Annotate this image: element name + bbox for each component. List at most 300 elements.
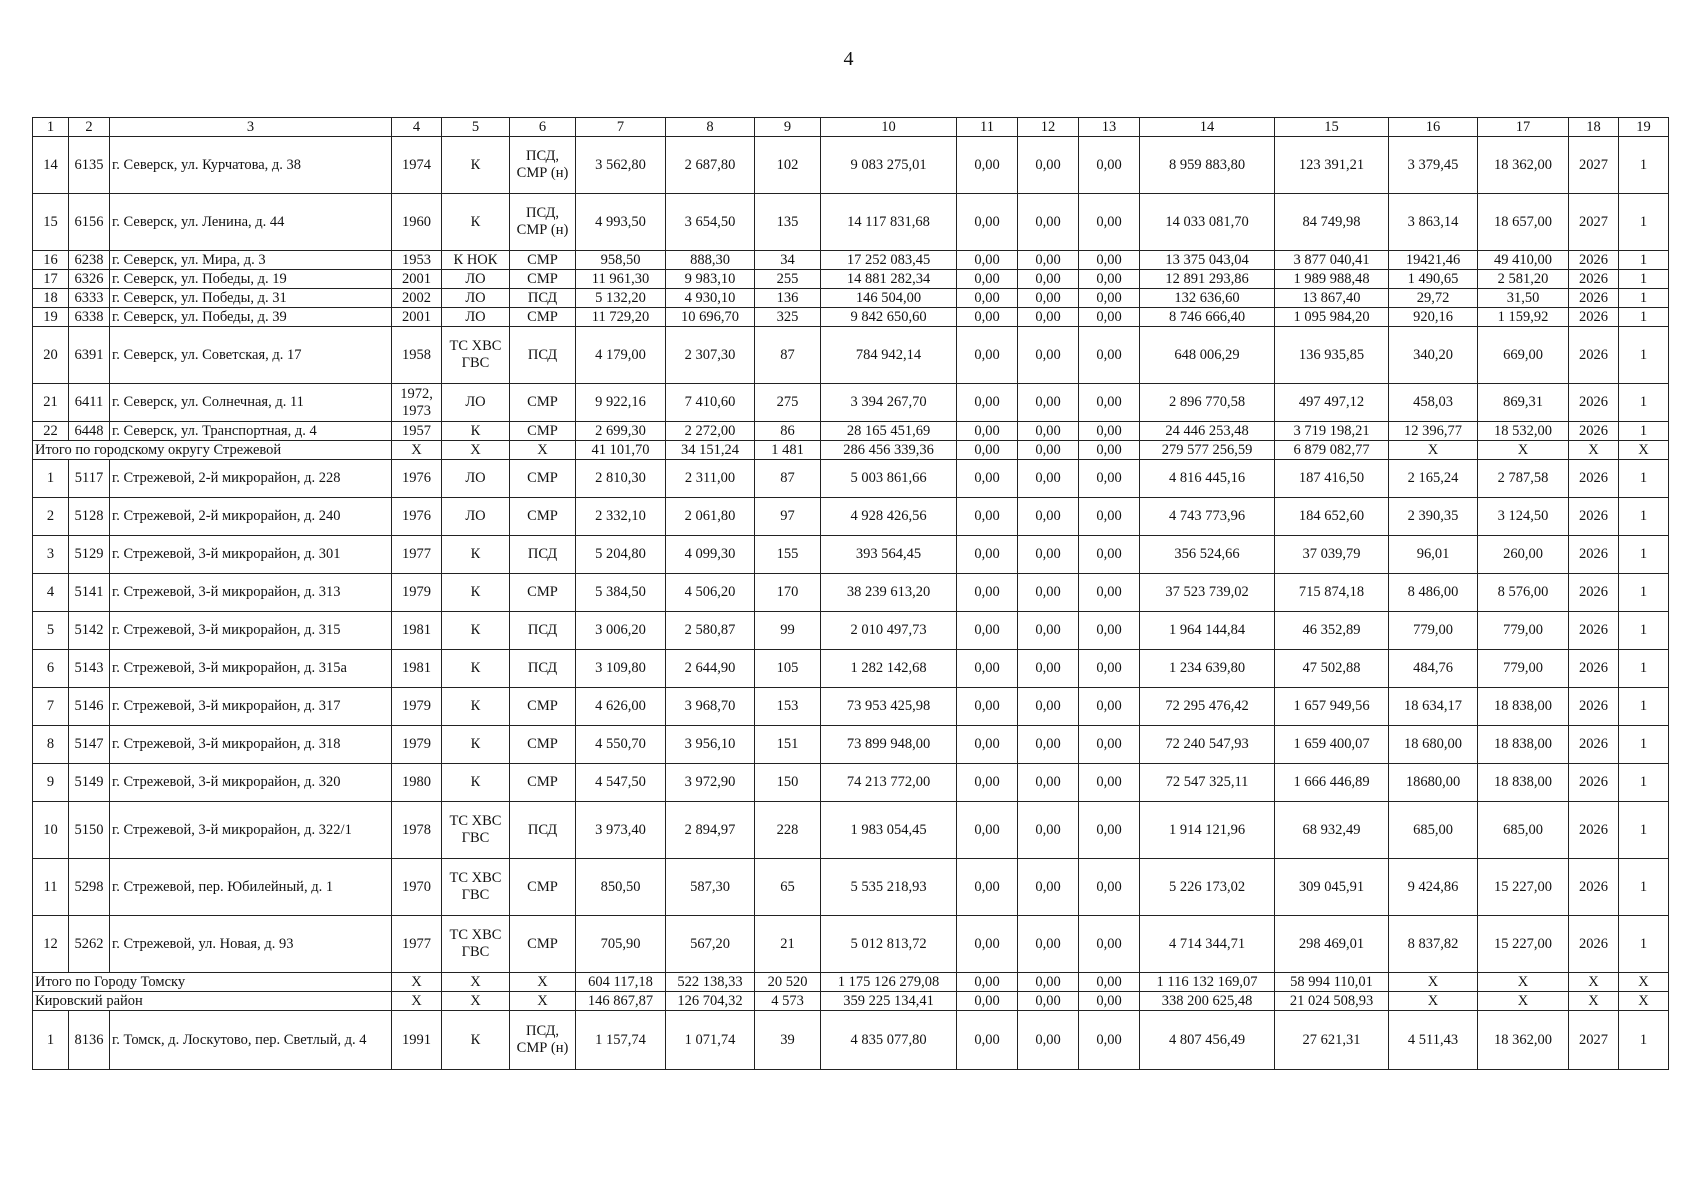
build-year-cell: 1978	[392, 802, 442, 859]
cost-col-14-cell: 12 891 293,86	[1140, 270, 1275, 289]
living-area-cell: 3 968,70	[666, 688, 755, 726]
cost-col-11-cell: 0,00	[957, 422, 1018, 441]
cost-col-11-cell: 0,00	[957, 859, 1018, 916]
residents-cell: 34	[755, 251, 821, 270]
plan-year-cell: 2026	[1569, 498, 1619, 536]
work-type-code-cell: ЛО	[442, 460, 510, 498]
cost-col-12-cell: 0,00	[1018, 916, 1079, 973]
residents-cell: 102	[755, 137, 821, 194]
subtotal-cell-7: 146 867,87	[576, 992, 666, 1011]
work-type-code-cell: К	[442, 574, 510, 612]
unit-cost-cell: 484,76	[1389, 650, 1478, 688]
subtotal-label: Итого по городскому округу Стрежевой	[33, 441, 392, 460]
address-cell: г. Стрежевой, 3-й микрорайон, д. 322/1	[110, 802, 392, 859]
residents-cell: 99	[755, 612, 821, 650]
table-row	[33, 460, 1669, 498]
cost-col-11-cell: 0,00	[957, 308, 1018, 327]
total-area-cell: 705,90	[576, 916, 666, 973]
unit-cost-cell: 3 379,45	[1389, 137, 1478, 194]
subtotal-cell-5: Х	[442, 992, 510, 1011]
column-number-17: 17	[1478, 118, 1569, 137]
subtotal-label: Кировский район	[33, 992, 392, 1011]
residents-cell: 151	[755, 726, 821, 764]
subtotal-cell-7: 604 117,18	[576, 973, 666, 992]
living-area-cell: 1 071,74	[666, 1011, 755, 1070]
subtotal-cell-9: 1 481	[755, 441, 821, 460]
build-year-cell: 1981	[392, 612, 442, 650]
unit-cost-cell: 920,16	[1389, 308, 1478, 327]
unit-cost-cell: 340,20	[1389, 327, 1478, 384]
row-index-cell: 12	[33, 916, 69, 973]
work-kind-cell: СМР	[510, 574, 576, 612]
table-row	[33, 859, 1669, 916]
cost-col-11-cell: 0,00	[957, 384, 1018, 422]
object-code-cell: 6448	[69, 422, 110, 441]
cost-col-14-cell: 2 896 770,58	[1140, 384, 1275, 422]
work-kind-cell: ПСД	[510, 327, 576, 384]
living-area-cell: 9 983,10	[666, 270, 755, 289]
col-19-cell: 1	[1619, 194, 1669, 251]
object-code-cell: 5143	[69, 650, 110, 688]
cost-col-15-cell: 123 391,21	[1275, 137, 1389, 194]
col-19-cell: 1	[1619, 327, 1669, 384]
subtotal-cell-16: Х	[1389, 992, 1478, 1011]
work-kind-cell: СМР	[510, 251, 576, 270]
work-type-code-cell: К	[442, 1011, 510, 1070]
col-19-cell: 1	[1619, 1011, 1669, 1070]
table-row	[33, 726, 1669, 764]
cost-col-13-cell: 0,00	[1079, 802, 1140, 859]
column-number-15: 15	[1275, 118, 1389, 137]
subtotal-cell-4: Х	[392, 992, 442, 1011]
cost-col-14-cell: 24 446 253,48	[1140, 422, 1275, 441]
cost-col-11-cell: 0,00	[957, 574, 1018, 612]
cost-col-15-cell: 715 874,18	[1275, 574, 1389, 612]
work-type-code-cell: К	[442, 536, 510, 574]
object-code-cell: 5262	[69, 916, 110, 973]
table-row	[33, 574, 1669, 612]
residents-cell: 135	[755, 194, 821, 251]
total-area-cell: 2 810,30	[576, 460, 666, 498]
row-index-cell: 7	[33, 688, 69, 726]
unit-cost-cell: 2 390,35	[1389, 498, 1478, 536]
residents-cell: 150	[755, 764, 821, 802]
max-unit-cost-cell: 18 838,00	[1478, 688, 1569, 726]
max-unit-cost-cell: 31,50	[1478, 289, 1569, 308]
cost-col-12-cell: 0,00	[1018, 270, 1079, 289]
subtotal-cell-14: 279 577 256,59	[1140, 441, 1275, 460]
object-code-cell: 5117	[69, 460, 110, 498]
total-cost-cell: 5 535 218,93	[821, 859, 957, 916]
cost-col-14-cell: 1 914 121,96	[1140, 802, 1275, 859]
build-year-cell: 1960	[392, 194, 442, 251]
cost-col-11-cell: 0,00	[957, 612, 1018, 650]
total-area-cell: 958,50	[576, 251, 666, 270]
column-number-row	[33, 118, 1669, 137]
build-year-cell: 1976	[392, 498, 442, 536]
total-area-cell: 3 006,20	[576, 612, 666, 650]
cost-col-12-cell: 0,00	[1018, 460, 1079, 498]
cost-col-15-cell: 46 352,89	[1275, 612, 1389, 650]
object-code-cell: 5128	[69, 498, 110, 536]
cost-col-15-cell: 68 932,49	[1275, 802, 1389, 859]
page-number: 4	[843, 48, 854, 70]
total-area-cell: 4 626,00	[576, 688, 666, 726]
build-year-cell: 1977	[392, 916, 442, 973]
plan-year-cell: 2026	[1569, 650, 1619, 688]
subtotal-cell-17: Х	[1478, 441, 1569, 460]
cost-col-11-cell: 0,00	[957, 327, 1018, 384]
living-area-cell: 2 687,80	[666, 137, 755, 194]
cost-col-11-cell: 0,00	[957, 802, 1018, 859]
address-cell: г. Северск, ул. Победы, д. 31	[110, 289, 392, 308]
work-type-code-cell: ЛО	[442, 270, 510, 289]
cost-col-14-cell: 1 964 144,84	[1140, 612, 1275, 650]
table-row	[33, 498, 1669, 536]
max-unit-cost-cell: 18 362,00	[1478, 1011, 1569, 1070]
plan-year-cell: 2026	[1569, 384, 1619, 422]
cost-col-12-cell: 0,00	[1018, 194, 1079, 251]
subtotal-cell-8: 34 151,24	[666, 441, 755, 460]
row-index-cell: 21	[33, 384, 69, 422]
col-19-cell: 1	[1619, 859, 1669, 916]
cost-col-12-cell: 0,00	[1018, 802, 1079, 859]
cost-col-13-cell: 0,00	[1079, 289, 1140, 308]
column-number-19: 19	[1619, 118, 1669, 137]
total-cost-cell: 73 953 425,98	[821, 688, 957, 726]
object-code-cell: 5146	[69, 688, 110, 726]
cost-col-14-cell: 14 033 081,70	[1140, 194, 1275, 251]
max-unit-cost-cell: 2 581,20	[1478, 270, 1569, 289]
max-unit-cost-cell: 18 532,00	[1478, 422, 1569, 441]
unit-cost-cell: 779,00	[1389, 612, 1478, 650]
subtotal-cell-17: Х	[1478, 973, 1569, 992]
total-area-cell: 3 109,80	[576, 650, 666, 688]
address-cell: г. Стрежевой, ул. Новая, д. 93	[110, 916, 392, 973]
cost-col-13-cell: 0,00	[1079, 460, 1140, 498]
plan-year-cell: 2026	[1569, 802, 1619, 859]
unit-cost-cell: 19421,46	[1389, 251, 1478, 270]
work-kind-cell: СМР	[510, 384, 576, 422]
object-code-cell: 5147	[69, 726, 110, 764]
total-cost-cell: 393 564,45	[821, 536, 957, 574]
address-cell: г. Стрежевой, 3-й микрорайон, д. 315	[110, 612, 392, 650]
max-unit-cost-cell: 260,00	[1478, 536, 1569, 574]
residents-cell: 325	[755, 308, 821, 327]
column-number-16: 16	[1389, 118, 1478, 137]
total-cost-cell: 5 003 861,66	[821, 460, 957, 498]
work-kind-cell: ПСД	[510, 802, 576, 859]
col-19-cell: 1	[1619, 574, 1669, 612]
total-cost-cell: 73 899 948,00	[821, 726, 957, 764]
build-year-cell: 2001	[392, 308, 442, 327]
total-area-cell: 5 384,50	[576, 574, 666, 612]
subtotal-cell-18: Х	[1569, 992, 1619, 1011]
total-cost-cell: 4 835 077,80	[821, 1011, 957, 1070]
cost-col-15-cell: 136 935,85	[1275, 327, 1389, 384]
table-row	[33, 137, 1669, 194]
subtotal-cell-19: Х	[1619, 441, 1669, 460]
subtotal-cell-19: Х	[1619, 992, 1669, 1011]
object-code-cell: 6238	[69, 251, 110, 270]
total-cost-cell: 14 881 282,34	[821, 270, 957, 289]
cost-col-13-cell: 0,00	[1079, 764, 1140, 802]
object-code-cell: 5150	[69, 802, 110, 859]
total-area-cell: 3 973,40	[576, 802, 666, 859]
build-year-cell: 1980	[392, 764, 442, 802]
cost-col-13-cell: 0,00	[1079, 498, 1140, 536]
cost-col-12-cell: 0,00	[1018, 764, 1079, 802]
work-type-code-cell: К	[442, 726, 510, 764]
row-index-cell: 1	[33, 460, 69, 498]
max-unit-cost-cell: 15 227,00	[1478, 859, 1569, 916]
living-area-cell: 3 972,90	[666, 764, 755, 802]
table-row	[33, 916, 1669, 973]
work-type-code-cell: К	[442, 650, 510, 688]
cost-col-11-cell: 0,00	[957, 650, 1018, 688]
cost-col-14-cell: 132 636,60	[1140, 289, 1275, 308]
cost-col-12-cell: 0,00	[1018, 1011, 1079, 1070]
total-area-cell: 11 961,30	[576, 270, 666, 289]
plan-year-cell: 2026	[1569, 916, 1619, 973]
total-cost-cell: 9 842 650,60	[821, 308, 957, 327]
cost-col-15-cell: 184 652,60	[1275, 498, 1389, 536]
unit-cost-cell: 29,72	[1389, 289, 1478, 308]
plan-year-cell: 2026	[1569, 612, 1619, 650]
cost-col-15-cell: 1 095 984,20	[1275, 308, 1389, 327]
max-unit-cost-cell: 685,00	[1478, 802, 1569, 859]
column-number-14: 14	[1140, 118, 1275, 137]
subtotal-cell-4: Х	[392, 441, 442, 460]
subtotal-cell-11: 0,00	[957, 441, 1018, 460]
object-code-cell: 6391	[69, 327, 110, 384]
work-type-code-cell: ЛО	[442, 498, 510, 536]
work-kind-cell: СМР	[510, 764, 576, 802]
unit-cost-cell: 18 634,17	[1389, 688, 1478, 726]
cost-col-14-cell: 4 743 773,96	[1140, 498, 1275, 536]
subtotal-cell-8: 126 704,32	[666, 992, 755, 1011]
build-year-cell: 1991	[392, 1011, 442, 1070]
column-number-10: 10	[821, 118, 957, 137]
total-area-cell: 2 699,30	[576, 422, 666, 441]
total-area-cell: 3 562,80	[576, 137, 666, 194]
living-area-cell: 2 311,00	[666, 460, 755, 498]
subtotal-cell-9: 4 573	[755, 992, 821, 1011]
row-index-cell: 22	[33, 422, 69, 441]
col-19-cell: 1	[1619, 498, 1669, 536]
cost-col-13-cell: 0,00	[1079, 194, 1140, 251]
row-index-cell: 9	[33, 764, 69, 802]
col-19-cell: 1	[1619, 650, 1669, 688]
work-kind-cell: СМР	[510, 270, 576, 289]
subtotal-cell-13: 0,00	[1079, 973, 1140, 992]
work-kind-cell: СМР	[510, 688, 576, 726]
unit-cost-cell: 1 490,65	[1389, 270, 1478, 289]
subtotal-cell-19: Х	[1619, 973, 1669, 992]
address-cell: г. Стрежевой, 3-й микрорайон, д. 318	[110, 726, 392, 764]
total-area-cell: 4 550,70	[576, 726, 666, 764]
max-unit-cost-cell: 779,00	[1478, 650, 1569, 688]
work-kind-cell: ПСД, СМР (н)	[510, 1011, 576, 1070]
work-kind-cell: СМР	[510, 460, 576, 498]
col-19-cell: 1	[1619, 460, 1669, 498]
total-area-cell: 11 729,20	[576, 308, 666, 327]
row-index-cell: 14	[33, 137, 69, 194]
max-unit-cost-cell: 2 787,58	[1478, 460, 1569, 498]
object-code-cell: 5141	[69, 574, 110, 612]
cost-col-12-cell: 0,00	[1018, 859, 1079, 916]
work-type-code-cell: К	[442, 764, 510, 802]
build-year-cell: 1977	[392, 536, 442, 574]
cost-col-15-cell: 1 659 400,07	[1275, 726, 1389, 764]
row-index-cell: 5	[33, 612, 69, 650]
living-area-cell: 2 307,30	[666, 327, 755, 384]
cost-col-14-cell: 1 234 639,80	[1140, 650, 1275, 688]
row-index-cell: 19	[33, 308, 69, 327]
cost-col-13-cell: 0,00	[1079, 384, 1140, 422]
cost-col-12-cell: 0,00	[1018, 327, 1079, 384]
address-cell: г. Стрежевой, пер. Юбилейный, д. 1	[110, 859, 392, 916]
living-area-cell: 888,30	[666, 251, 755, 270]
address-cell: г. Северск, ул. Транспортная, д. 4	[110, 422, 392, 441]
col-19-cell: 1	[1619, 308, 1669, 327]
plan-year-cell: 2026	[1569, 859, 1619, 916]
column-number-4: 4	[392, 118, 442, 137]
residents-cell: 86	[755, 422, 821, 441]
total-cost-cell: 28 165 451,69	[821, 422, 957, 441]
cost-col-12-cell: 0,00	[1018, 612, 1079, 650]
work-type-code-cell: К	[442, 194, 510, 251]
subtotal-cell-15: 21 024 508,93	[1275, 992, 1389, 1011]
total-cost-cell: 38 239 613,20	[821, 574, 957, 612]
object-code-cell: 6156	[69, 194, 110, 251]
table-row	[33, 327, 1669, 384]
plan-year-cell: 2026	[1569, 251, 1619, 270]
total-area-cell: 4 993,50	[576, 194, 666, 251]
plan-year-cell: 2026	[1569, 289, 1619, 308]
row-index-cell: 4	[33, 574, 69, 612]
work-kind-cell: СМР	[510, 726, 576, 764]
build-year-cell: 1979	[392, 726, 442, 764]
living-area-cell: 587,30	[666, 859, 755, 916]
cost-col-14-cell: 37 523 739,02	[1140, 574, 1275, 612]
cost-col-12-cell: 0,00	[1018, 289, 1079, 308]
living-area-cell: 10 696,70	[666, 308, 755, 327]
cost-col-15-cell: 37 039,79	[1275, 536, 1389, 574]
work-type-code-cell: К	[442, 137, 510, 194]
total-cost-cell: 3 394 267,70	[821, 384, 957, 422]
subtotal-cell-15: 58 994 110,01	[1275, 973, 1389, 992]
column-number-3: 3	[110, 118, 392, 137]
row-index-cell: 15	[33, 194, 69, 251]
subtotal-cell-14: 338 200 625,48	[1140, 992, 1275, 1011]
subtotal-cell-12: 0,00	[1018, 441, 1079, 460]
table-row	[33, 194, 1669, 251]
unit-cost-cell: 8 486,00	[1389, 574, 1478, 612]
subtotal-cell-10: 1 175 126 279,08	[821, 973, 957, 992]
address-cell: г. Северск, ул. Курчатова, д. 38	[110, 137, 392, 194]
residents-cell: 228	[755, 802, 821, 859]
plan-year-cell: 2026	[1569, 726, 1619, 764]
plan-year-cell: 2026	[1569, 422, 1619, 441]
living-area-cell: 7 410,60	[666, 384, 755, 422]
subtotal-cell-13: 0,00	[1079, 992, 1140, 1011]
row-index-cell: 20	[33, 327, 69, 384]
col-19-cell: 1	[1619, 688, 1669, 726]
work-type-code-cell: ТС ХВС ГВС	[442, 916, 510, 973]
build-year-cell: 1970	[392, 859, 442, 916]
work-type-code-cell: К	[442, 612, 510, 650]
table-row	[33, 650, 1669, 688]
cost-col-13-cell: 0,00	[1079, 1011, 1140, 1070]
object-code-cell: 8136	[69, 1011, 110, 1070]
cost-col-14-cell: 648 006,29	[1140, 327, 1275, 384]
total-cost-cell: 146 504,00	[821, 289, 957, 308]
cost-col-15-cell: 187 416,50	[1275, 460, 1389, 498]
max-unit-cost-cell: 3 124,50	[1478, 498, 1569, 536]
subtotal-cell-6: Х	[510, 441, 576, 460]
living-area-cell: 2 061,80	[666, 498, 755, 536]
subtotal-label: Итого по Городу Томску	[33, 973, 392, 992]
subtotal-cell-12: 0,00	[1018, 992, 1079, 1011]
unit-cost-cell: 2 165,24	[1389, 460, 1478, 498]
unit-cost-cell: 18680,00	[1389, 764, 1478, 802]
residents-cell: 153	[755, 688, 821, 726]
cost-col-12-cell: 0,00	[1018, 384, 1079, 422]
plan-year-cell: 2026	[1569, 764, 1619, 802]
cost-col-12-cell: 0,00	[1018, 498, 1079, 536]
total-area-cell: 5 132,20	[576, 289, 666, 308]
table-body	[33, 118, 1669, 1070]
work-type-code-cell: К	[442, 688, 510, 726]
address-cell: г. Северск, ул. Солнечная, д. 11	[110, 384, 392, 422]
object-code-cell: 6135	[69, 137, 110, 194]
build-year-cell: 1974	[392, 137, 442, 194]
subtotal-cell-16: Х	[1389, 973, 1478, 992]
col-19-cell: 1	[1619, 726, 1669, 764]
max-unit-cost-cell: 15 227,00	[1478, 916, 1569, 973]
plan-year-cell: 2026	[1569, 270, 1619, 289]
unit-cost-cell: 12 396,77	[1389, 422, 1478, 441]
address-cell: г. Томск, д. Лоскутово, пер. Светлый, д. 4	[110, 1011, 392, 1070]
cost-col-11-cell: 0,00	[957, 137, 1018, 194]
cost-col-13-cell: 0,00	[1079, 327, 1140, 384]
cost-col-12-cell: 0,00	[1018, 251, 1079, 270]
subtotal-cell-10: 359 225 134,41	[821, 992, 957, 1011]
work-type-code-cell: ЛО	[442, 289, 510, 308]
cost-col-13-cell: 0,00	[1079, 422, 1140, 441]
cost-col-14-cell: 356 524,66	[1140, 536, 1275, 574]
max-unit-cost-cell: 779,00	[1478, 612, 1569, 650]
work-kind-cell: ПСД	[510, 536, 576, 574]
column-number-1: 1	[33, 118, 69, 137]
max-unit-cost-cell: 8 576,00	[1478, 574, 1569, 612]
total-area-cell: 9 922,16	[576, 384, 666, 422]
column-number-9: 9	[755, 118, 821, 137]
object-code-cell: 5149	[69, 764, 110, 802]
work-kind-cell: СМР	[510, 422, 576, 441]
residents-cell: 97	[755, 498, 821, 536]
max-unit-cost-cell: 869,31	[1478, 384, 1569, 422]
column-number-6: 6	[510, 118, 576, 137]
work-type-code-cell: ЛО	[442, 384, 510, 422]
subtotal-cell-11: 0,00	[957, 992, 1018, 1011]
work-type-code-cell: ЛО	[442, 308, 510, 327]
table-row	[33, 688, 1669, 726]
column-number-7: 7	[576, 118, 666, 137]
cost-col-11-cell: 0,00	[957, 460, 1018, 498]
address-cell: г. Стрежевой, 2-й микрорайон, д. 228	[110, 460, 392, 498]
